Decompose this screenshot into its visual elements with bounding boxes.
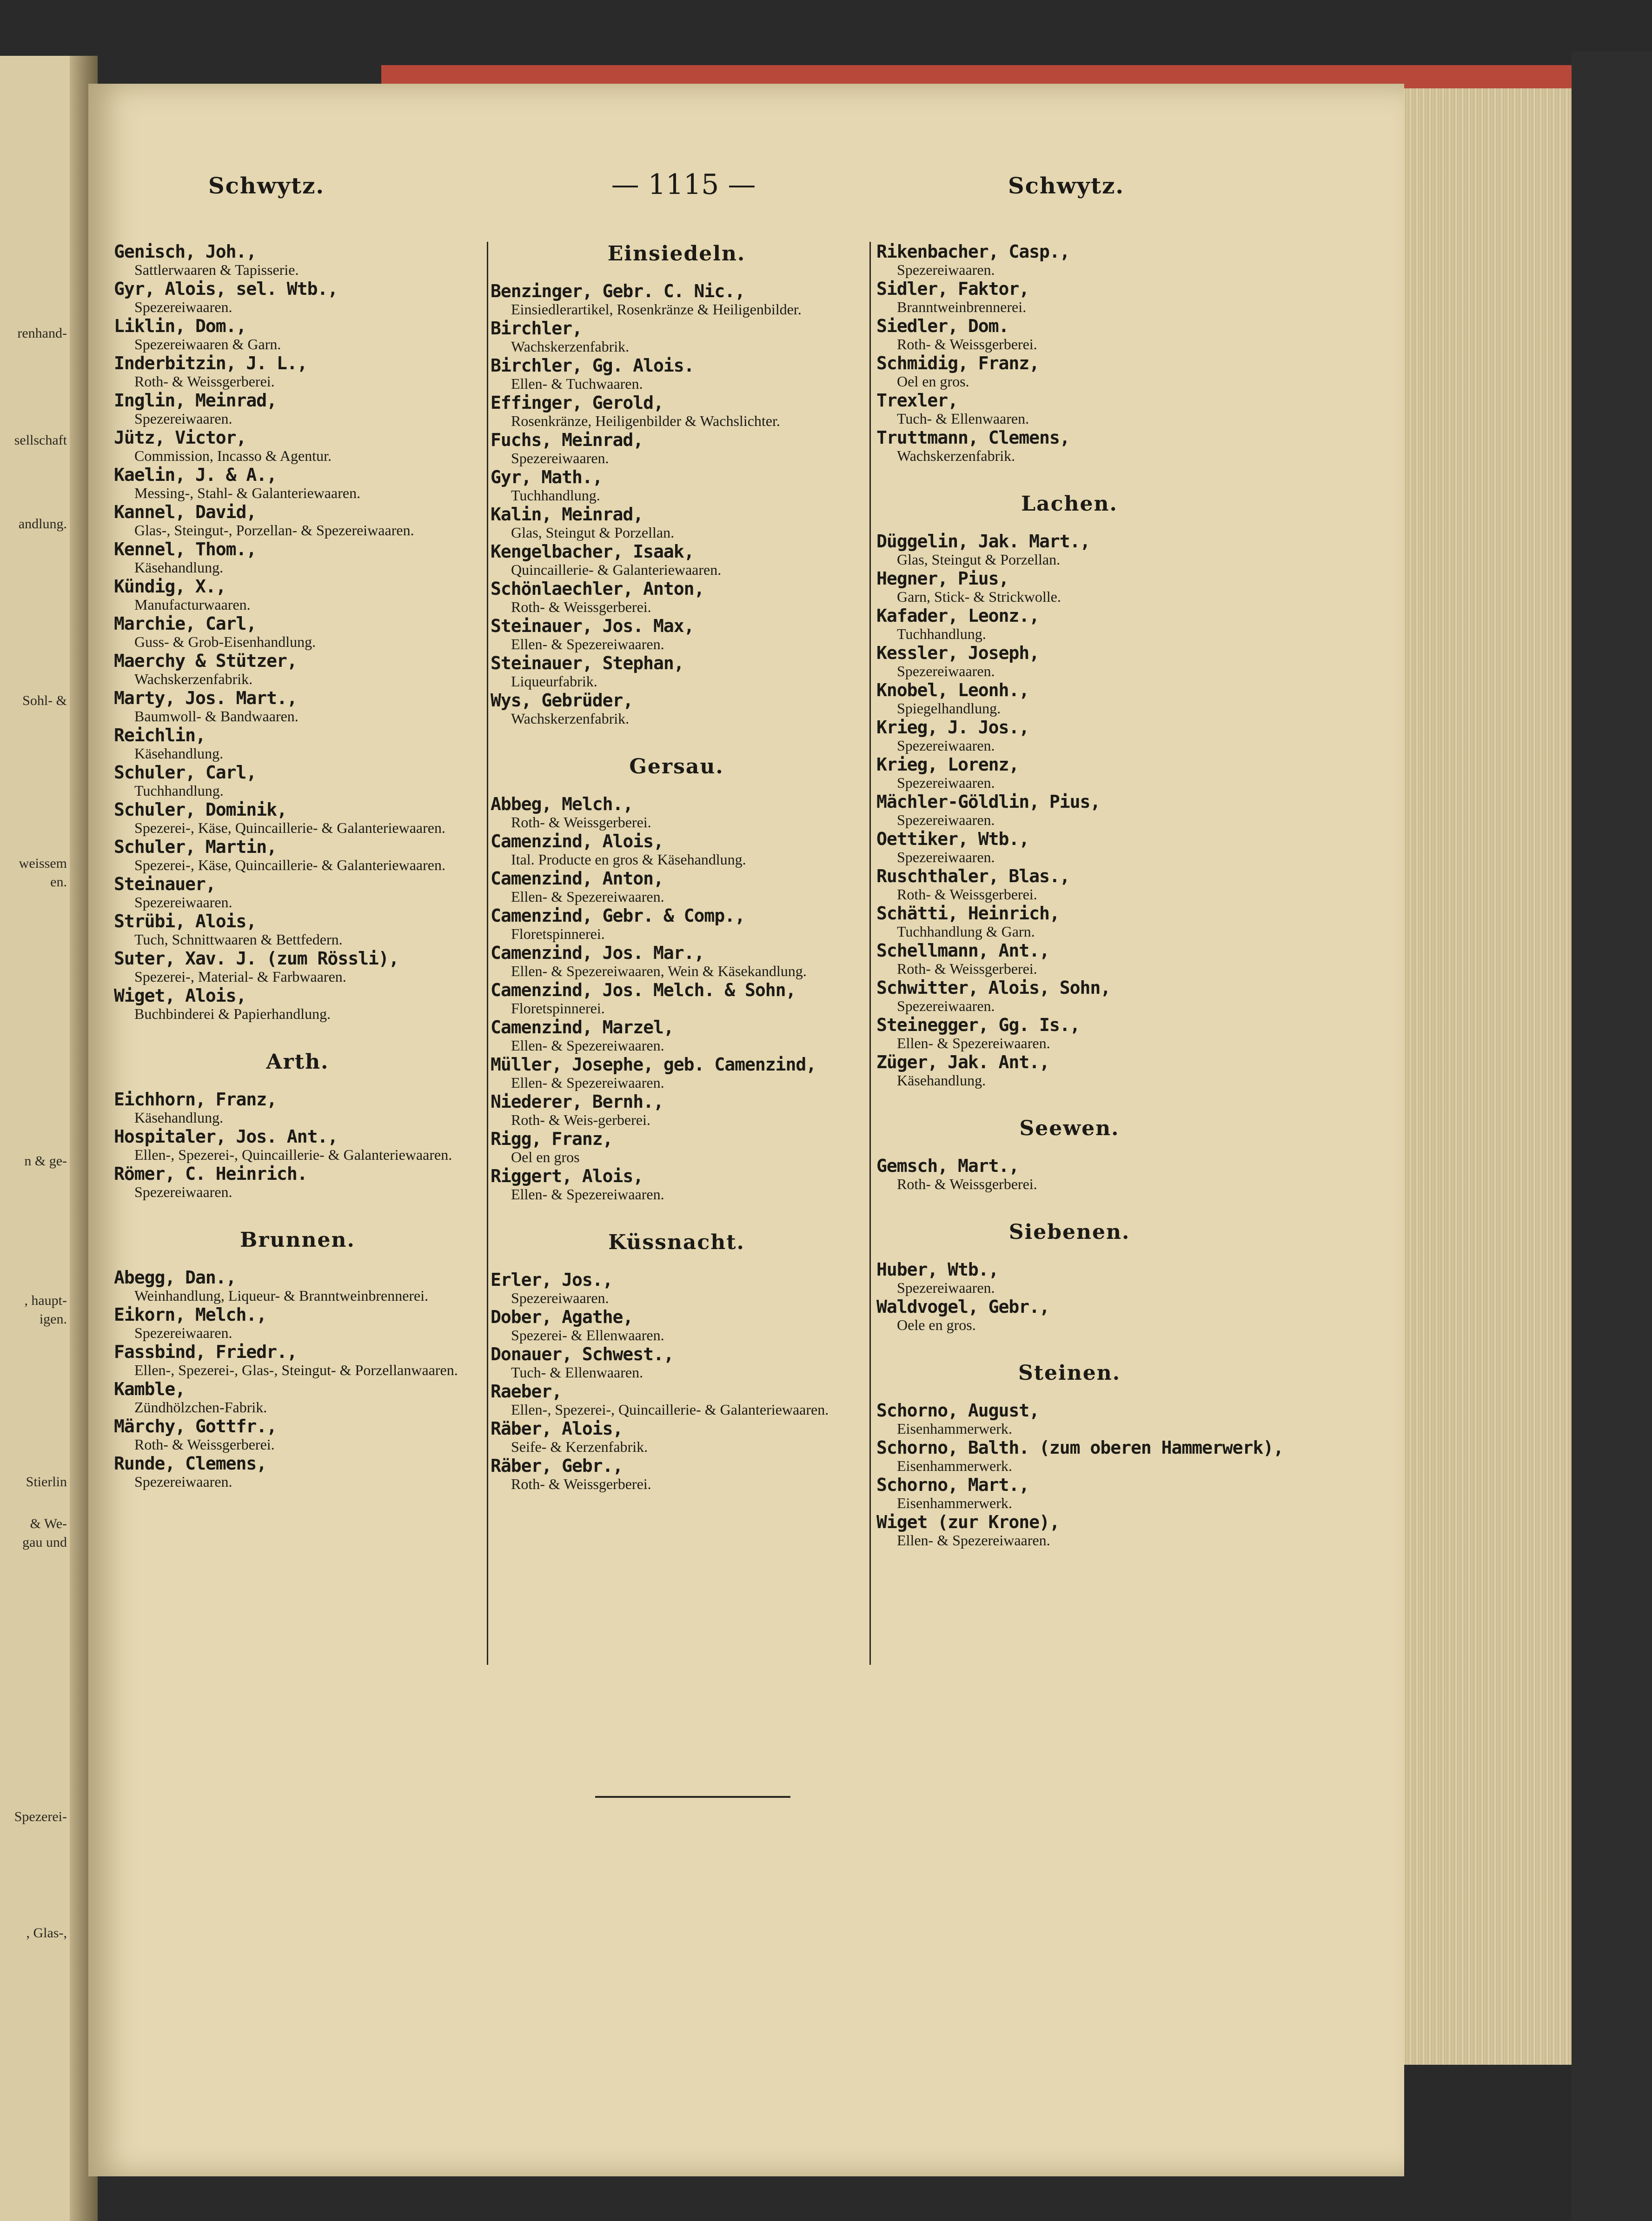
entry-name: Kafader, Leonz., [876,605,1040,626]
directory-entry [114,949,481,985]
entry-name: Märchy, Gottfr., [114,1416,277,1436]
directory-entry [491,1456,862,1492]
entry-name: Oettiker, Wtb., [876,829,1029,849]
entry-description: Ellen- & Spezereiwaaren. [897,1532,1050,1549]
entry-description: Roth- & Weissgerberei. [134,1436,275,1453]
entry-name: Sidler, Faktor, [876,279,1029,299]
place-heading: Küssnacht. [608,1230,745,1254]
left-page-edge [0,56,70,2221]
directory-entry [491,1092,862,1128]
entry-name: Krieg, J. Jos., [876,717,1029,738]
directory-entry [491,430,862,466]
entry-description: Ellen- & Spezereiwaaren. [511,636,664,652]
entry-name: Kamble, [114,1379,186,1399]
directory-entry [876,532,1262,568]
directory-entry [876,904,1262,940]
entry-name: Römer, C. Heinrich. [114,1164,307,1184]
entry-name: Huber, Wtb., [876,1259,999,1280]
column-rule-1 [487,242,488,1665]
entry-description: Spezereiwaaren. [134,1473,232,1490]
directory-entry [876,316,1262,352]
directory-entry [876,391,1262,427]
entry-name: Liklin, Dom., [114,316,246,336]
entry-description: Ital. Producte en gros & Käsehandlung. [511,851,746,868]
entry-description: Wachskerzenfabrik. [511,338,630,355]
entry-description: Ellen- & Spezereiwaaren. [511,1037,664,1054]
entry-description: Spezereiwaaren. [134,1324,232,1341]
directory-entry [491,906,862,942]
directory-entry [114,316,481,352]
entry-name: Camenzind, Jos. Melch. & Sohn, [491,980,796,1000]
entry-description: Oel en gros. [897,373,969,390]
directory-entry [491,1382,862,1418]
entry-description: Tuchhandlung. [134,782,224,799]
entry-name: Steinauer, [114,874,216,894]
directory-entry [876,428,1262,464]
directory-entry [114,986,481,1022]
entry-name: Camenzind, Alois, [491,831,663,851]
left-page-fragment: gau und [22,1535,67,1550]
entry-description: Spezereiwaaren. [897,261,995,278]
entry-description: Floretspinnerei. [511,925,605,942]
directory-entry [491,794,862,831]
entry-name: Schorno, August, [876,1400,1040,1421]
directory-entry [491,1166,862,1203]
directory-entry [876,1475,1262,1511]
left-page-fragment: renhand- [17,326,67,341]
entry-description: Roth- & Weis-gerberei. [511,1111,650,1128]
bottom-rule [595,1796,790,1798]
entry-name: Waldvogel, Gebr., [876,1297,1049,1317]
entry-description: Eisenhammerwerk. [897,1420,1012,1437]
left-page-fragment: Sohl- & [22,693,67,708]
entry-name: Gyr, Math., [491,467,603,487]
left-page-fragment: Spezerei- [14,1809,67,1824]
entry-description: Spezereiwaaren & Garn. [134,336,281,352]
directory-entry [114,725,481,762]
directory-entry [114,539,481,576]
entry-description: Tuch, Schnittwaaren & Bettfedern. [134,931,343,948]
entry-name: Effinger, Gerold, [491,392,663,413]
entry-description: Eisenhammerwerk. [897,1457,1012,1474]
running-head-right: Schwytz. [1008,173,1125,199]
directory-entry [876,1297,1262,1333]
entry-description: Tuch- & Ellenwaaren. [897,410,1029,427]
entry-name: Düggelin, Jak. Mart., [876,531,1090,552]
directory-entry [491,281,862,318]
page-number: — 1115 — [611,168,756,201]
directory-entry [876,866,1262,903]
directory-entry [876,1052,1262,1089]
directory-entry [114,1090,481,1126]
entry-name: Krieg, Lorenz, [876,754,1019,775]
entry-name: Schwitter, Alois, Sohn, [876,978,1111,998]
directory-entry [114,1379,481,1416]
entry-name: Schätti, Heinrich, [876,903,1060,924]
entry-name: Rigg, Franz, [491,1129,613,1149]
directory-entry [114,1305,481,1341]
directory-entry [491,467,862,504]
entry-name: Birchler, [491,318,582,339]
entry-description: Oel en gros [511,1149,580,1165]
entry-description: Ellen- & Spezereiwaaren, Wein & Käsekandlung. [511,963,807,979]
entry-description: Manufacturwaaren. [134,596,251,613]
directory-entry [491,980,862,1017]
directory-entry [491,616,862,652]
entry-name: Riggert, Alois, [491,1166,644,1186]
entry-description: Glas-, Steingut-, Porzellan- & Spezereiwaaren. [134,522,414,539]
entry-description: Roth- & Weissgerberei. [897,886,1037,903]
entry-name: Wiget (zur Krone), [876,1512,1060,1532]
entry-description: Spezerei- & Ellenwaaren. [511,1327,664,1343]
entry-name: Schorno, Balth. (zum oberen Hammerwerk), [876,1437,1284,1458]
entry-name: Knobel, Leonh., [876,680,1029,700]
entry-name: Eichhorn, Franz, [114,1089,277,1110]
entry-description: Seife- & Kerzenfabrik. [511,1438,648,1455]
entry-description: Roth- & Weissgerberei. [511,1476,651,1492]
directory-entry [114,502,481,539]
entry-name: Truttmann, Clemens, [876,427,1070,448]
entry-name: Rikenbacher, Casp., [876,241,1070,262]
entry-name: Runde, Clemens, [114,1453,267,1474]
entry-name: Züger, Jak. Ant., [876,1052,1049,1072]
entry-name: Fassbind, Friedr., [114,1342,297,1362]
entry-description: Garn, Stick- & Strickwolle. [897,588,1061,605]
directory-entry [491,691,862,727]
entry-description: Ellen- & Spezereiwaaren. [511,1186,664,1203]
directory-entry [491,1419,862,1455]
directory-entry [491,542,862,578]
entry-description: Tuchhandlung. [511,487,600,504]
entry-description: Guss- & Grob-Eisenhandlung. [134,633,316,650]
entry-name: Raeber, [491,1381,562,1402]
entry-name: Benzinger, Gebr. C. Nic., [491,281,745,301]
left-page-fragment: weissem [19,856,67,871]
directory-entry [114,1127,481,1163]
directory-entry [114,874,481,911]
place-heading: Steinen. [1018,1361,1121,1385]
entry-name: Hospitaler, Jos. Ant., [114,1126,338,1147]
entry-description: Eisenhammerwerk. [897,1495,1012,1511]
entry-name: Wys, Gebrüder, [491,690,633,711]
entry-description: Roth- & Weissgerberei. [134,373,275,390]
directory-entry [876,643,1262,679]
entry-name: Trexler, [876,390,958,411]
entry-description: Ellen- & Tuchwaaren. [511,375,643,392]
directory-entry [114,763,481,799]
entry-description: Ellen- & Spezereiwaaren. [897,1035,1050,1051]
directory-entry [491,1055,862,1091]
place-heading: Gersau. [629,755,724,778]
directory-entry [491,943,862,979]
entry-description: Ellen- & Spezereiwaaren. [511,1074,664,1091]
left-page-fragment: n & ge- [24,1153,67,1169]
directory-entry [876,978,1262,1014]
directory-entry [114,242,481,278]
place-heading: Lachen. [1021,492,1118,516]
directory-entry [491,505,862,541]
entry-description: Spezerei-, Käse, Quincaillerie- & Galanteriewaaren. [134,857,445,873]
entry-name: Wiget, Alois, [114,985,246,1006]
place-heading: Einsiedeln. [607,242,746,266]
entry-description: Commission, Incasso & Agentur. [134,447,332,464]
entry-description: Rosenkränze, Heiligenbilder & Wachslichter. [511,412,780,429]
entry-description: Spiegelhandlung. [897,700,1001,717]
entry-description: Spezereiwaaren. [897,663,995,679]
left-page-fragment: igen. [39,1311,67,1327]
entry-description: Spezereiwaaren. [897,811,995,828]
place-heading: Seewen. [1019,1117,1120,1140]
entry-description: Glas, Steingut & Porzellan. [897,551,1061,568]
entry-name: Inglin, Meinrad, [114,390,277,411]
directory-entry [114,911,481,948]
entry-description: Messing-, Stahl- & Galanteriewaaren. [134,485,361,501]
entry-description: Wachskerzenfabrik. [897,447,1015,464]
entry-name: Räber, Alois, [491,1418,623,1439]
entry-name: Gemsch, Mart., [876,1156,1019,1176]
directory-entry [114,614,481,650]
directory-entry [114,688,481,725]
directory-entry [876,718,1262,754]
entry-name: Schellmann, Ant., [876,940,1049,961]
entry-description: Branntweinbrennerei. [897,299,1027,315]
entry-name: Steinauer, Stephan, [491,653,684,673]
entry-description: Spezereiwaaren. [134,299,232,315]
entry-name: Camenzind, Anton, [491,868,663,889]
directory-entry [114,465,481,501]
entry-name: Mächler-Göldlin, Pius, [876,791,1101,812]
entry-name: Abegg, Dan., [114,1267,236,1288]
directory-entry [876,242,1262,278]
entry-description: Oele en gros. [897,1317,976,1333]
entry-name: Hegner, Pius, [876,568,1009,589]
entry-description: Spezereiwaaren. [897,849,995,865]
directory-entry [876,1260,1262,1296]
column-1 [114,242,481,1491]
directory-entry [876,279,1262,315]
entry-description: Tuchhandlung. [897,625,986,642]
directory-entry [114,279,481,315]
directory-entry [876,680,1262,717]
entry-description: Roth- & Weissgerberei. [897,1176,1037,1192]
directory-entry [114,428,481,464]
entry-name: Eikorn, Melch., [114,1304,267,1325]
entry-description: Roth- & Weissgerberei. [511,598,651,615]
column-rule-2 [869,242,871,1665]
left-page-fragment: Stierlin [26,1474,67,1490]
directory-entry [114,1268,481,1304]
entry-description: Ellen-, Spezerei-, Quincaillerie- & Galanteriewaaren. [134,1146,452,1163]
directory-entry [491,393,862,429]
entry-description: Roth- & Weissgerberei. [511,814,651,831]
entry-name: Schuler, Carl, [114,762,257,783]
directory-entry [876,1512,1262,1549]
directory-entry [876,569,1262,605]
entry-description: Spezereiwaaren. [897,774,995,791]
entry-name: Camenzind, Marzel, [491,1017,674,1037]
left-page-fragment: andlung. [18,516,67,532]
directory-entry [491,319,862,355]
entry-description: Einsiedlerartikel, Rosenkränze & Heiligenbilder. [511,301,802,318]
entry-description: Quincaillerie- & Galanteriewaaren. [511,561,722,578]
directory-entry [491,1017,862,1054]
entry-description: Roth- & Weissgerberei. [897,960,1037,977]
entry-name: Strübi, Alois, [114,911,257,931]
directory-entry [491,1270,862,1306]
entry-description: Spezereiwaaren. [897,1279,995,1296]
entry-description: Wachskerzenfabrik. [134,671,253,687]
entry-name: Kalin, Meinrad, [491,504,644,525]
entry-description: Spezereiwaaren. [511,450,609,466]
entry-name: Gyr, Alois, sel. Wtb., [114,279,338,299]
entry-name: Kessler, Joseph, [876,643,1040,663]
left-page-fragment: en. [50,874,67,890]
entry-description: Baumwoll- & Bandwaaren. [134,708,299,725]
directory-entry [114,1454,481,1490]
entry-name: Kannel, David, [114,502,257,522]
entry-description: Ellen-, Spezerei-, Glas-, Steingut- & Porzellanwaaren. [134,1362,458,1378]
directory-entry [876,1401,1262,1437]
entry-description: Liqueurfabrik. [511,673,597,690]
entry-description: Käsehandlung. [134,1109,224,1126]
left-page-fragment: , haupt- [24,1293,67,1308]
entry-description: Glas, Steingut & Porzellan. [511,524,675,541]
entry-description: Spezereiwaaren. [134,1184,232,1200]
entry-description: Käsehandlung. [897,1072,986,1089]
directory-entry [114,353,481,390]
entry-description: Ellen- & Spezereiwaaren. [511,888,664,905]
entry-name: Schmidig, Franz, [876,353,1040,373]
entry-name: Donauer, Schwest., [491,1344,674,1364]
entry-name: Genisch, Joh., [114,241,257,262]
directory-entry [114,837,481,873]
column-3 [876,241,1284,1549]
entry-name: Steinauer, Jos. Max, [491,616,694,636]
directory-entry [491,579,862,615]
entry-description: Weinhandlung, Liqueur- & Branntweinbrennerei. [134,1287,429,1304]
entry-name: Marty, Jos. Mart., [114,688,297,708]
entry-description: Sattlerwaaren & Tapisserie. [134,261,299,278]
entry-name: Kengelbacher, Isaak, [491,541,694,562]
place-heading: Brunnen. [240,1228,355,1252]
directory-entry [491,1307,862,1343]
directory-entry [491,356,862,392]
directory-entry [114,1164,481,1200]
entry-name: Inderbitzin, J. L., [114,353,307,373]
entry-name: Jütz, Victor, [114,427,246,448]
entry-name: Maerchy & Stützer, [114,651,297,671]
entry-name: Marchie, Carl, [114,613,257,634]
entry-name: Dober, Agathe, [491,1307,633,1327]
left-page-fragment: sellschaft [14,432,67,448]
entry-description: Spezereiwaaren. [897,737,995,754]
directory-entry [114,577,481,613]
entry-name: Ruschthaler, Blas., [876,866,1070,886]
directory-entry [114,1342,481,1378]
column-2 [491,242,862,1493]
book-spine-back [1572,51,1652,2221]
entry-name: Steinegger, Gg. Is., [876,1015,1080,1035]
entry-description: Spezerei-, Käse, Quincaillerie- & Galanteriewaaren. [134,819,445,836]
directory-entry [491,653,862,690]
entry-name: Suter, Xav. J. (zum Rössli), [114,948,399,969]
entry-name: Abbeg, Melch., [491,794,633,814]
directory-entry [491,869,862,905]
entry-description: Spezerei-, Material- & Farbwaaren. [134,968,346,985]
entry-description: Tuch- & Ellenwaaren. [511,1364,644,1381]
entry-name: Fuchs, Meinrad, [491,430,644,450]
entry-name: Kaelin, J. & A., [114,465,277,485]
directory-entry [114,800,481,836]
entry-description: Tuchhandlung & Garn. [897,923,1035,940]
entry-name: Siedler, Dom. [876,316,1009,336]
entry-name: Camenzind, Gebr. & Comp., [491,905,745,926]
entry-description: Spezereiwaaren. [134,410,232,427]
left-page-fragment: , Glas-, [26,1925,67,1941]
entry-description: Ellen-, Spezerei-, Quincaillerie- & Galanteriewaaren. [511,1401,829,1418]
entry-name: Camenzind, Jos. Mar., [491,943,704,963]
entry-name: Erler, Jos., [491,1270,613,1290]
entry-description: Roth- & Weissgerberei. [897,336,1037,352]
directory-entry [876,941,1262,977]
entry-name: Niederer, Bernh., [491,1091,663,1112]
entry-name: Schuler, Martin, [114,837,277,857]
entry-description: Buchbinderei & Papierhandlung. [134,1005,331,1022]
entry-name: Schuler, Dominik, [114,799,287,820]
directory-entry [114,391,481,427]
directory-entry [491,1344,862,1381]
directory-entry [114,651,481,687]
entry-name: Schorno, Mart., [876,1475,1029,1495]
entry-name: Kündig, X., [114,576,226,597]
entry-description: Käsehandlung. [134,745,224,762]
directory-entry [876,792,1262,828]
entry-description: Spezereiwaaren. [897,997,995,1014]
running-head-left: Schwytz. [208,173,325,199]
entry-description: Spezereiwaaren. [134,894,232,911]
entry-name: Schönlaechler, Anton, [491,579,704,599]
directory-entry [876,1156,1262,1192]
entry-name: Müller, Josephe, geb. Camenzind, [491,1054,816,1075]
directory-entry [114,1416,481,1453]
entry-description: Käsehandlung. [134,559,224,576]
place-heading: Arth. [266,1050,329,1074]
entry-description: Floretspinnerei. [511,1000,605,1017]
directory-entry [876,755,1262,791]
directory-entry [876,606,1262,642]
entry-description: Spezereiwaaren. [511,1290,609,1306]
directory-entry [491,1129,862,1165]
entry-name: Kennel, Thom., [114,539,257,559]
directory-entry [876,353,1262,390]
place-heading: Siebenen. [1008,1220,1130,1244]
entry-name: Räber, Gebr., [491,1456,623,1476]
entry-description: Wachskerzenfabrik. [511,710,630,727]
entry-name: Birchler, Gg. Alois. [491,355,694,376]
directory-entry [876,1015,1262,1051]
page-edges [1400,88,1572,2065]
entry-name: Reichlin, [114,725,206,745]
left-page-fragment: & We- [30,1516,67,1531]
entry-description: Zündhölzchen-Fabrik. [134,1399,267,1416]
directory-entry [876,1437,1284,1474]
directory-entry [876,829,1262,865]
directory-entry [491,831,862,868]
